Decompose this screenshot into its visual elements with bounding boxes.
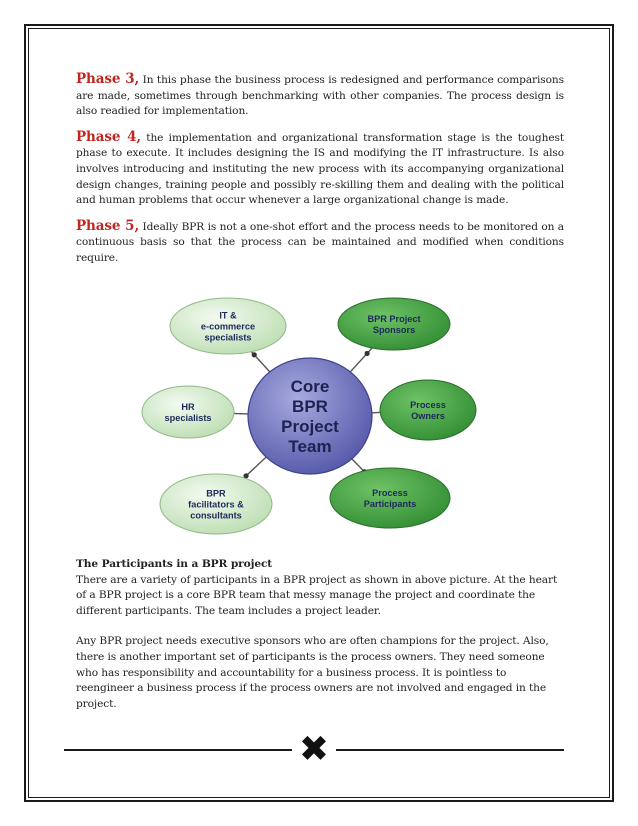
connector-dot [252,352,257,357]
phase-4-title: Phase 4, [76,128,141,145]
participants-section [76,557,564,712]
node-label: Process [410,400,446,410]
core-label: Project [281,417,339,436]
node-label: BPR [206,488,226,499]
phase-5-text: Ideally BPR is not a one-shot effort and the process needs to be monitored on a continuous basis so that the process can be maintained and modified when conditions require. [76,220,564,264]
section-title: The Participants in a BPR project [76,558,273,570]
divider-rule-right [336,749,564,751]
node-label: specialists [164,413,212,423]
phase-3-text: In this phase the business process is redesigned and performance comparisons are made, sometimes through benchmarking with other companies. The process design is also readied for implementation. [76,74,564,118]
node-label: HR [181,402,195,412]
section-paragraph-2: Any BPR project needs executive sponsors who are often champions for the project. Also, there is another important set of participants is the process owners. They need someone who has responsibility and accountability for a business process. It is pointless to reengineer a business process if the process owners are not involved and engaged in the project. [76,635,549,710]
diagram-node [330,468,450,528]
diagram-node [160,474,272,534]
node-ellipse [380,380,476,440]
node-ellipse [142,386,234,438]
core-label: Core [290,377,330,396]
phase-3-title: Phase 3, [76,71,140,87]
phase-4-paragraph [76,130,564,209]
phase-5-paragraph [76,219,564,267]
node-label: Participants [363,499,417,509]
diagram-node [170,298,286,354]
core-team-node [248,358,372,474]
node-label: e-commerce [200,321,256,332]
core-ellipse [248,358,372,474]
node-ellipse [330,468,450,528]
connector-dot [365,351,370,356]
phase-4-text: the implementation and organizational transformation stage is the toughest phase to execute. It includes designing the IS and modifying the IT infrastructure. Is also involves introducing and instituting the new process with its accompanying organizational design changes, training people and possibly re-skilling them and dealing with the political and human problems that occur whenever a large organizational change is made. [76,131,564,207]
phases-section [76,72,564,277]
phase-3-paragraph [76,72,564,120]
phase-5-title: Phase 5, [76,217,140,234]
diagram-node [380,380,476,440]
node-ellipse [338,298,450,350]
node-label: Owners [411,411,445,421]
divider-rule-left [64,749,292,751]
node-label: Process [372,488,408,498]
node-label: Sponsors [372,325,416,335]
bpr-diagram-svg [140,292,480,538]
core-label: BPR [292,397,328,416]
node-label: IT & [219,310,237,321]
core-label: Team [288,437,332,456]
diagram-node [142,386,234,438]
section-paragraph-1: There are a variety of participants in a BPR project as shown in above picture. At the heart of a BPR project is a core BPR team that messy manage the project and coordinate the different participants. The team includes a project leader. [76,573,558,617]
diagram-node [338,298,450,350]
cross-ornament-icon: ✖ [298,729,330,770]
bpr-team-diagram [140,292,480,538]
node-label: BPR Project [367,314,421,324]
node-label: specialists [204,332,252,343]
node-label: consultants [190,510,242,521]
node-label: facilitators & [188,499,244,510]
footer-divider [64,729,564,770]
